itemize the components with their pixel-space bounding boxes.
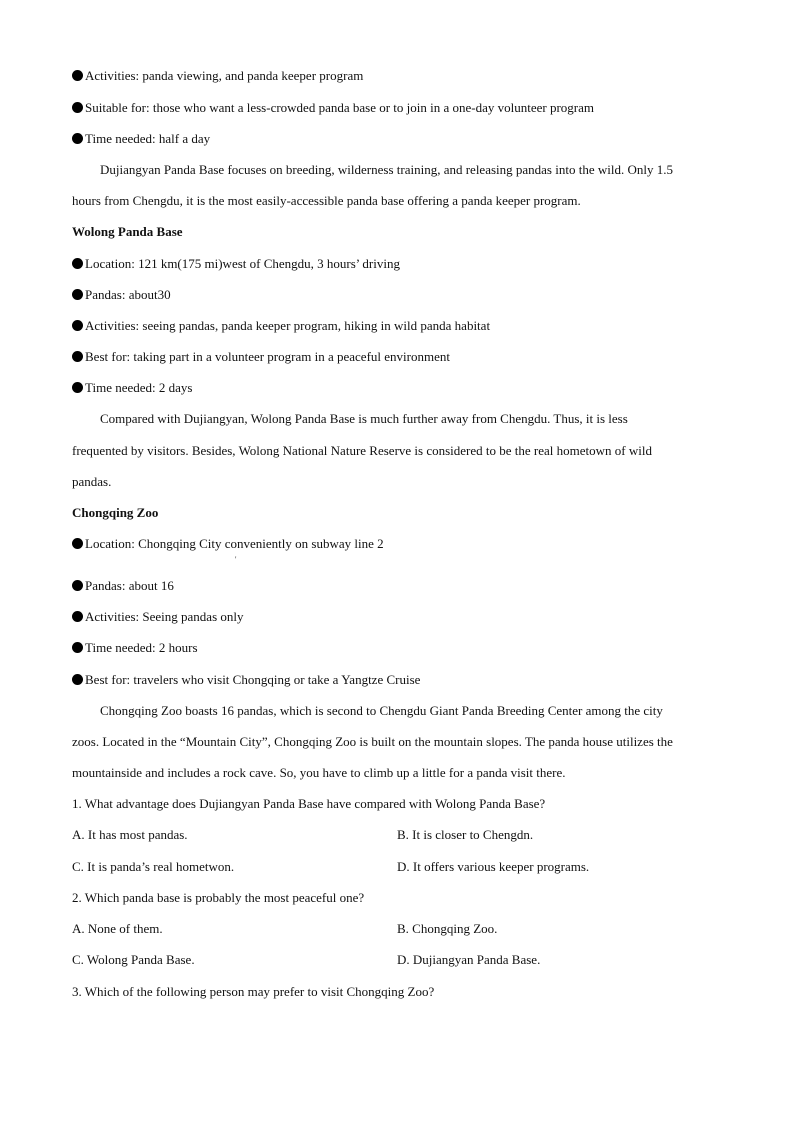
bullet-icon	[72, 382, 83, 393]
chongqing-time: Time needed: 2 hours	[72, 639, 724, 657]
dujiangyan-suitable: Suitable for: those who want a less-crowded panda base or to join in a one-day volunteer program	[72, 99, 724, 117]
bullet-icon	[72, 133, 83, 144]
option-d: D. Dujiangyan Panda Base.	[397, 952, 541, 967]
chongqing-pandas: Pandas: about 16	[72, 577, 724, 595]
bullet-icon	[72, 351, 83, 362]
wolong-description-line: frequented by visitors. Besides, Wolong National Nature Reserve is considered to be the real hometown of wild	[72, 443, 652, 458]
option-c: C. It is panda’s real hometwon.	[72, 859, 235, 874]
option-d: D. It offers various keeper programs.	[397, 859, 590, 874]
bullet-icon	[72, 538, 83, 549]
question-stem: 3. Which of the following person may prefer to visit Chongqing Zoo?	[72, 984, 435, 999]
option-a: A. None of them.	[72, 921, 163, 936]
question-stem: 2. Which panda base is probably the most peaceful one?	[72, 890, 365, 905]
wolong-location: Location: 121 km(175 mi)west of Chengdu, 3 hours’ driving	[72, 255, 724, 273]
chongqing-best-for: Best for: travelers who visit Chongqing or take a Yangtze Cruise	[72, 671, 724, 689]
bullet-icon	[72, 580, 83, 591]
bullet-icon	[72, 611, 83, 622]
bullet-icon	[72, 642, 83, 653]
chongqing-description-line: zoos. Located in the “Mountain City”, Chongqing Zoo is built on the mountain slopes. The panda house utilizes the	[72, 734, 673, 749]
chongqing-location: Location: Chongqing City conveniently on subway line 2	[72, 535, 724, 553]
option-a: A. It has most pandas.	[72, 827, 188, 842]
chongqing-heading: Chongqing Zoo	[72, 505, 159, 520]
dujiangyan-description-line: hours from Chengdu, it is the most easily-accessible panda base offering a panda keeper program.	[72, 193, 581, 208]
bullet-icon	[72, 102, 83, 113]
chongqing-description-line: Chongqing Zoo boasts 16 pandas, which is second to Chengdu Giant Panda Breeding Center among the city	[100, 703, 663, 718]
chongqing-description-line: mountainside and includes a rock cave. So, you have to climb up a little for a panda visit there.	[72, 765, 566, 780]
option-c: C. Wolong Panda Base.	[72, 952, 195, 967]
dujiangyan-activities: Activities: panda viewing, and panda keeper program	[72, 67, 724, 85]
wolong-best-for: Best for: taking part in a volunteer program in a peaceful environment	[72, 348, 724, 366]
wolong-description-line: pandas.	[72, 474, 112, 489]
option-b: B. Chongqing Zoo.	[397, 921, 498, 936]
bullet-icon	[72, 258, 83, 269]
bullet-icon	[72, 320, 83, 331]
bullet-icon	[72, 70, 83, 81]
option-b: B. It is closer to Chengdn.	[397, 827, 534, 842]
chongqing-activities: Activities: Seeing pandas only	[72, 608, 724, 626]
bullet-icon	[72, 674, 83, 685]
wolong-description-line: Compared with Dujiangyan, Wolong Panda Base is much further away from Chengdu. Thus, it is less	[100, 411, 628, 426]
bullet-icon	[72, 289, 83, 300]
wolong-pandas: Pandas: about30	[72, 286, 724, 304]
wolong-activities: Activities: seeing pandas, panda keeper program, hiking in wild panda habitat	[72, 317, 724, 335]
dujiangyan-description-line: Dujiangyan Panda Base focuses on breeding, wilderness training, and releasing pandas into the wild. Only 1.5	[100, 162, 673, 177]
dujiangyan-time: Time needed: half a day	[72, 130, 724, 148]
wolong-time: Time needed: 2 days	[72, 379, 724, 397]
stray-mark: '	[235, 555, 237, 564]
wolong-heading: Wolong Panda Base	[72, 224, 183, 239]
question-stem: 1. What advantage does Dujiangyan Panda Base have compared with Wolong Panda Base?	[72, 796, 546, 811]
